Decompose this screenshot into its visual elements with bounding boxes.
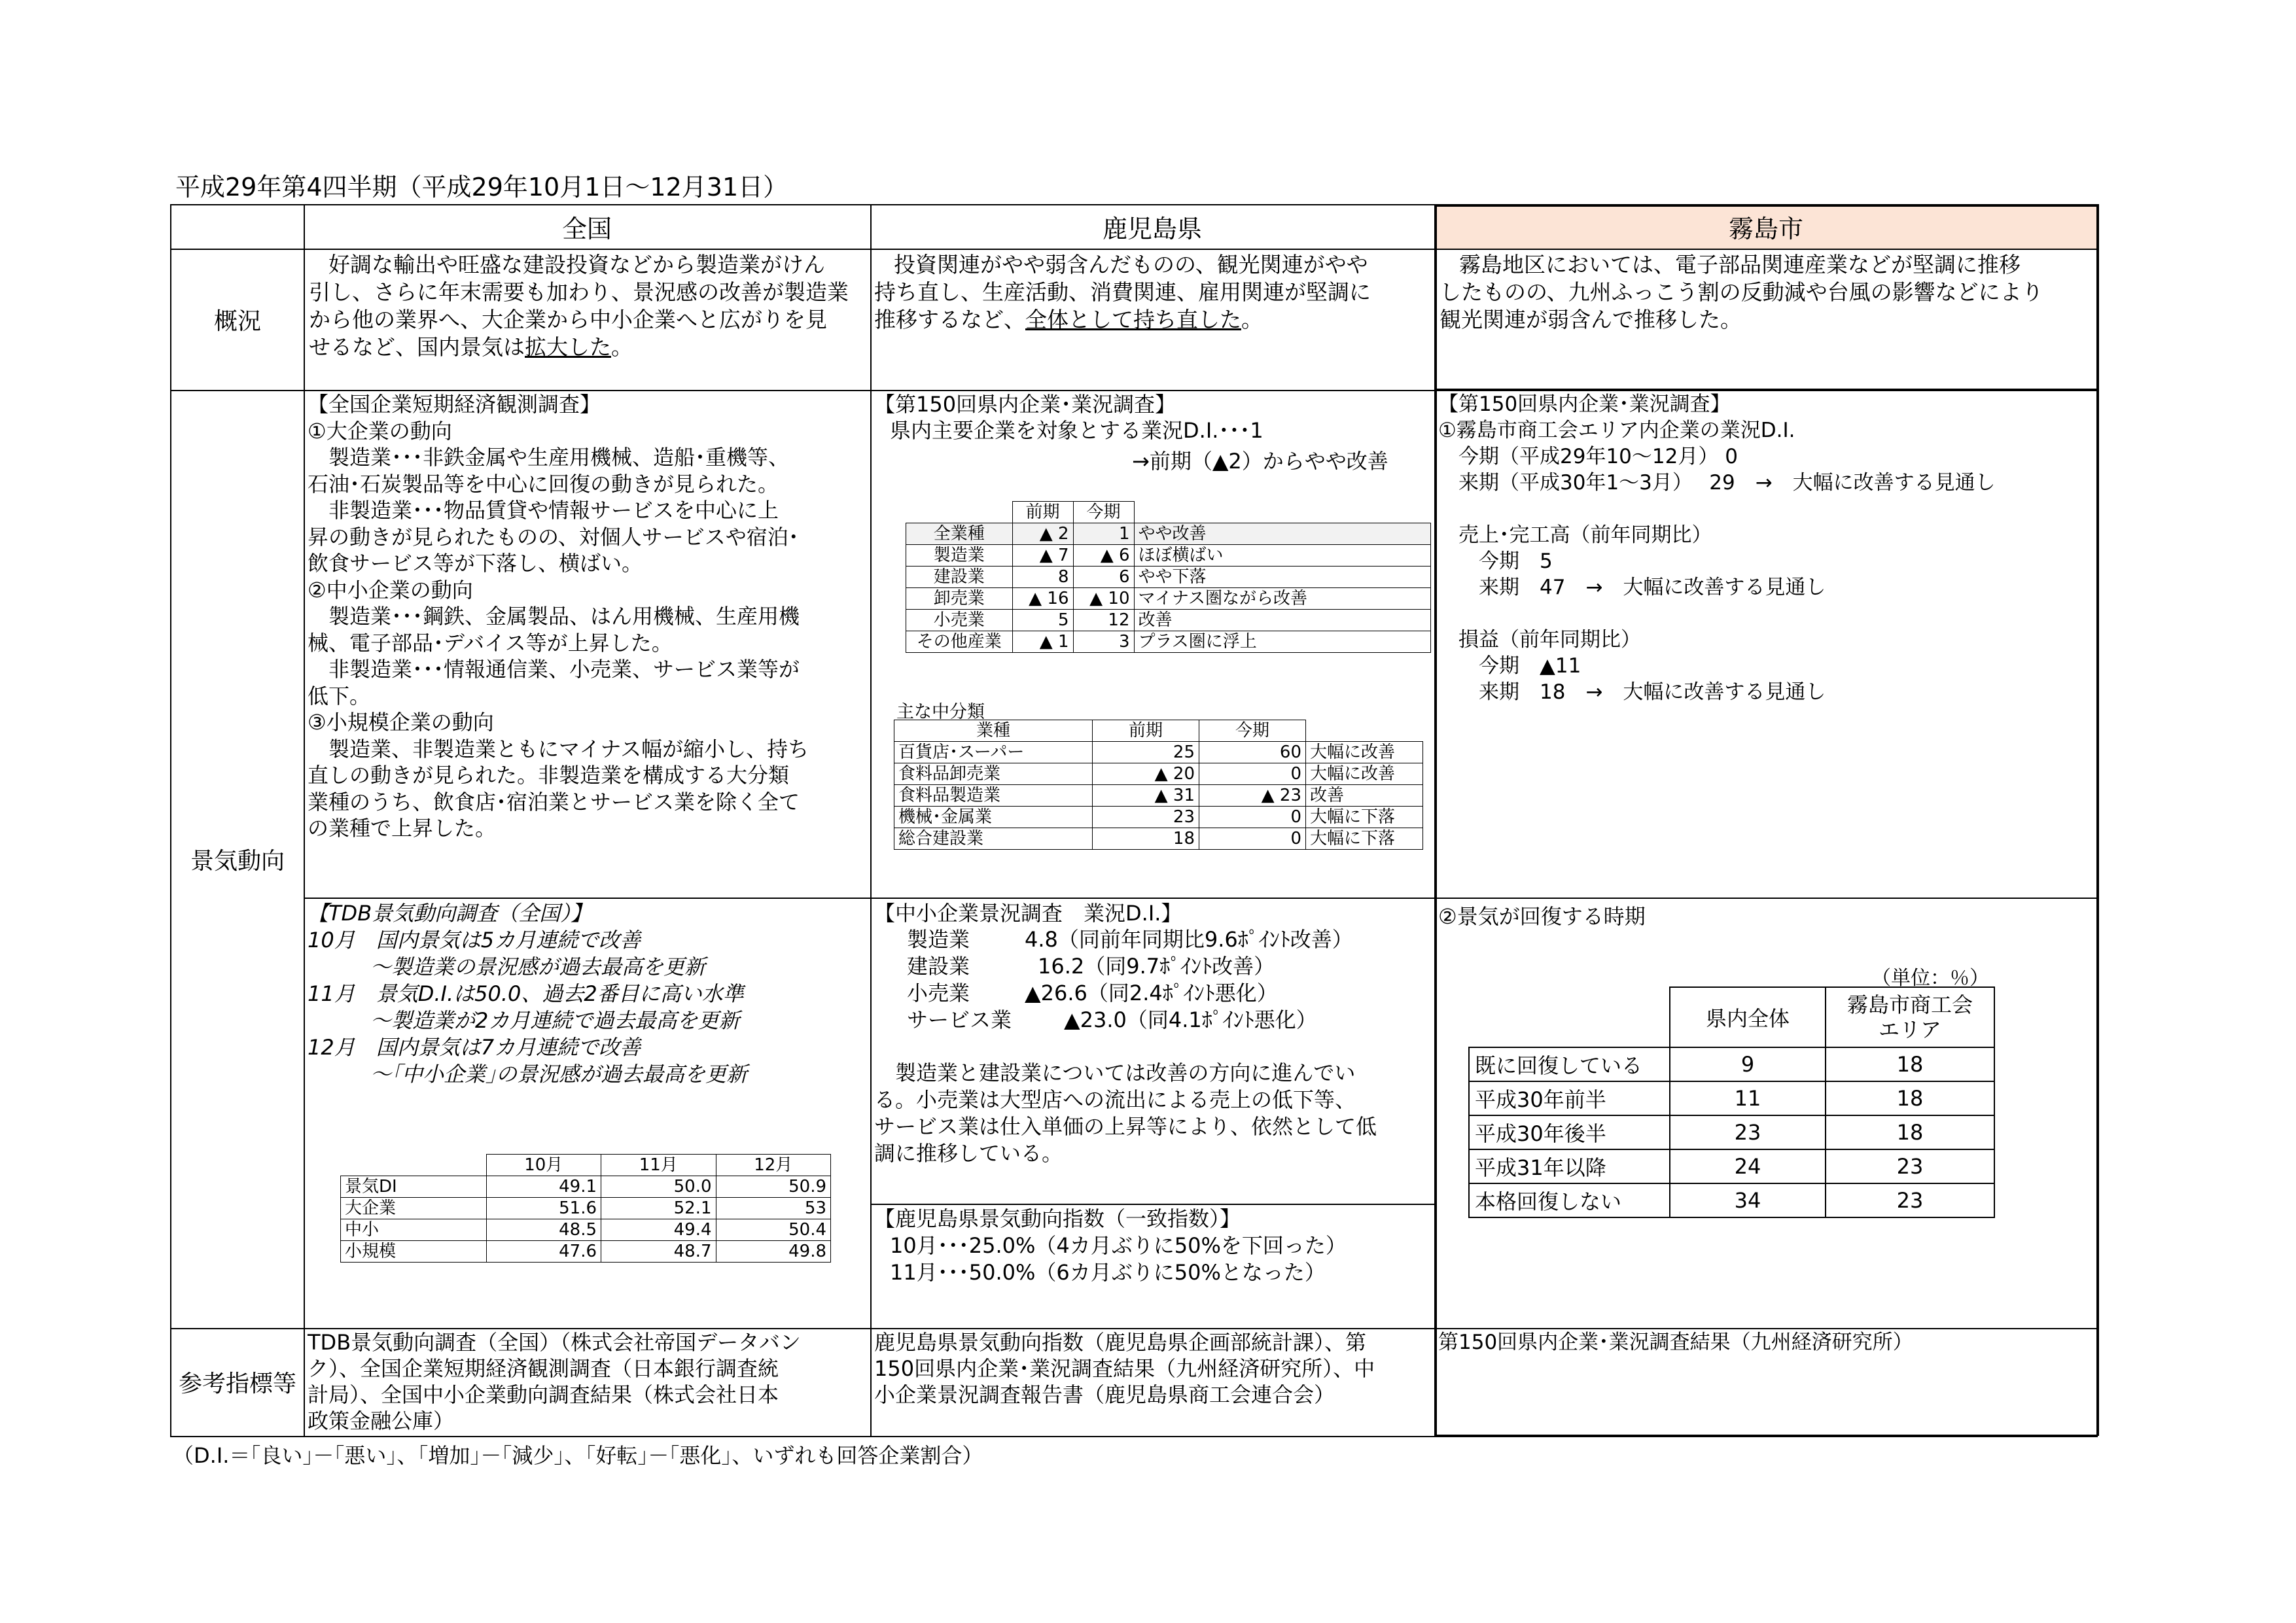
kirishima-recovery-unit: （単位：％） — [1871, 967, 1989, 990]
table-row: 景気DI 49.1 50.0 50.9 — [341, 1176, 831, 1198]
header-kirishima: 霧島市 — [1728, 214, 1803, 243]
table-row: 本格回復しない 34 23 — [1469, 1183, 1994, 1217]
table-row: 製造業 ▲ 7 ▲ 6 ほぼ横ばい — [906, 545, 1431, 567]
grid-line — [304, 898, 2098, 899]
grid-line — [870, 204, 872, 1436]
table-row: 中小 48.5 49.4 50.4 — [341, 1219, 831, 1241]
row-label-trend: 景気動向 — [190, 847, 285, 875]
kagoshima-subcategory-title: 主な中分類 — [896, 702, 985, 722]
grid-line — [1434, 1435, 2098, 1437]
national-tankan: 【全国企業短期経済観測調査】 ①大企業の動向 製造業･･･非鉄金属や生産用機械、造船･重機等、 石油･石炭製品等を中心に回復の動きが見られた。 非製造業･･･物品賃貸や情報サービスを中心に上 昇の動きが見られたものの、対個人サービスや宿泊･ 飲食サービス等が下落し、横ばい。 ②中小企業の動向 製造業･･･鋼鉄、金属製品、はん用機械、生産用機 械、電子部品･デバイス等が上昇した。 非製造業･･･情報通信業、小売業、サービス業等が 低下。 ③小規模企業の動向 製造業、非製造業ともにマイナス幅が縮小し、持ち 直しの動きが見られた。非製造業を構成する大分類 業種のうち、飲食店･宿泊業とサービス業を除く全て の業種で上昇した。 — [308, 392, 809, 841]
table-row: その他産業 ▲ 1 3 プラス圏に浮上 — [906, 631, 1431, 653]
kagoshima-smb: 【中小企業景況調査 業況D.I.】 — [874, 901, 1182, 926]
kirishima-survey: 【第150回県内企業･業況調査】 ①霧島市商工会エリア内企業の業況D.I. 今期（平成29年10～12月） 0 来期（平成30年1～3月） 29 → 大幅に改善する見通し 売上･完工高（前年同期比） 今期 5 来期 47 → 大幅に改善する見通し 損益（前年同期比） 今期 ▲11 来期 18 → 大幅に改善する見通し — [1438, 393, 1996, 704]
document-title: 平成29年第4四半期（平成29年10月1日～12月31日） — [175, 173, 788, 201]
table-row: 食料品製造業 ▲ 31 ▲ 23 改善 — [894, 785, 1423, 807]
table-row: 食料品卸売業 ▲ 20 0 大幅に改善 — [894, 763, 1423, 785]
kagoshima-survey-line2: →前期（▲2）からやや改善 — [1132, 449, 1388, 474]
table-row: 機械･金属業 23 0 大幅に下落 — [894, 807, 1423, 828]
table-row: 建設業 8 6 やや下落 — [906, 567, 1431, 588]
table-row: 平成30年後半 23 18 — [1469, 1115, 1994, 1149]
overview-kagoshima: 投資関連がやや弱含んだものの、観光関連がやや 持ち直し、生産活動、消費関連、雇用関連が堅調に 推移するなど、全体として持ち直した。 — [874, 252, 1371, 332]
reference-national: TDB景気動向調査（全国）（株式会社帝国データバン ク）、全国企業短期経済観測調査（日本銀行調査統 計局）、全国中小企業動向調査結果（株式会社日本 政策金融公庫） — [308, 1330, 801, 1433]
kagoshima-index: 【鹿児島県景気動向指数（一致指数）】 10月･･･25.0%（4カ月ぶりに50%を下回った） 11月･･･50.0%（6カ月ぶりに50%となった） — [874, 1206, 1347, 1285]
header-kagoshima: 鹿児島県 — [1102, 214, 1202, 243]
table-row: 平成31年以降 24 23 — [1469, 1149, 1994, 1183]
grid-line — [170, 249, 2098, 250]
table-row: 既に回復している 9 18 — [1469, 1047, 1994, 1081]
national-tdb: 【TDB景気動向調査（全国）】 10月 国内景気は5カ月連続で改善 ～製造業の景況感が過去最高を更新 11月 景気D.I.は50.0、過去2番目に高い水準 ～製造業が2カ月連続で過去最高を更新 12月 国内景気は7カ月連続で改善 ～｢中小企業｣の景況感が過去最高を更新 — [308, 901, 748, 1087]
table-row: 平成30年前半 11 18 — [1469, 1081, 1994, 1115]
kagoshima-survey-text: 【第150回県内企業･業況調査】 県内主要企業を対象とする業況D.I.･･･1 — [874, 392, 1263, 443]
tdb-table: 10月 11月 12月 景気DI 49.1 50.0 50.9 大企業 51.6 52.1 53 中小 48.5 49.4 50.4 小規模 47.6 48.7 49.8 — [340, 1154, 831, 1263]
reference-kagoshima: 鹿児島県景気動向指数（鹿児島県企画部統計課）、第 150回県内企業･業況調査結果（九州経済研究所）、中 小企業景況調査報告書（鹿児島県商工会連合会） — [874, 1330, 1375, 1407]
table-row: 百貨店･スーパー 25 60 大幅に改善 — [894, 742, 1423, 763]
kirishima-recovery-title: ②景気が回復する時期 — [1438, 904, 1646, 929]
reference-kirishima: 第150回県内企業･業況調査結果（九州経済研究所） — [1438, 1331, 1913, 1354]
kirishima-recovery-table: 県内全体 霧島市商工会 エリア 既に回復している 9 18 平成30年前半 11 18 平成30年後半 23 18 平成31年以降 24 23 本格回復しない 34 23 — [1468, 986, 1995, 1218]
table-row: 全業種 ▲ 2 1 やや改善 — [906, 523, 1431, 545]
footnote: （D.I.＝｢良い｣－｢悪い｣、｢増加｣－｢減少｣、｢好転｣－｢悪化｣、いずれも回答企業割合） — [173, 1443, 983, 1468]
table-row: 大企業 51.6 52.1 53 — [341, 1198, 831, 1219]
grid-line — [304, 204, 305, 1436]
kagoshima-smb-paragraph: 製造業と建設業については改善の方向に進んでい る。小売業は大型店への流出による売上の低下等、 サービス業は仕入単価の上昇等により、依然として低 調に推移している。 — [874, 1060, 1377, 1166]
header-national: 全国 — [561, 214, 612, 243]
table-row: 卸売業 ▲ 16 ▲ 10 マイナス圏ながら改善 — [906, 588, 1431, 610]
overview-kirishima: 霧島地区においては、電子部品関連産業などが堅調に推移 したものの、九州ふっこう割の反動減や台風の影響などにより 観光関連が弱含んで推移した。 — [1439, 252, 2043, 332]
grid-line — [870, 1204, 1434, 1205]
row-label-overview: 概況 — [213, 307, 261, 335]
table-row: 総合建設業 18 0 大幅に下落 — [894, 828, 1423, 850]
row-label-reference: 参考指標等 — [178, 1370, 296, 1397]
kagoshima-table-industry: 前期 今期 全業種 ▲ 2 1 やや改善 製造業 ▲ 7 ▲ 6 ほぼ横ばい 建設業 8 6 やや下落 卸売業 ▲ 16 ▲ 10 マイナス圏ながら改善 小売業 5 12 改善 その他産業 ▲ 1 3 プラス圏に浮上 — [906, 501, 1431, 653]
kagoshima-table-subcategory: 業種 前期 今期 百貨店･スーパー 25 60 大幅に改善 食料品卸売業 ▲ 20 0 大幅に改善 食料品製造業 ▲ 31 ▲ 23 改善 機械･金属業 23 0 大幅に下落 総合建設業 18 0 大幅に下落 — [894, 720, 1423, 850]
kagoshima-smb-items: 製造業 4.8（同前年同期比9.6ﾎﾟｲﾝﾄ改善） 建設業 16.2（同9.7ﾎﾟｲﾝﾄ改善） 小売業 ▲26.6（同2.4ﾎﾟｲﾝﾄ悪化） サービス業 ▲23.0（同4.1ﾎﾟｲﾝﾄ悪化） — [907, 927, 1353, 1032]
table-row: 小規模 47.6 48.7 49.8 — [341, 1241, 831, 1263]
overview-national: 好調な輸出や旺盛な建設投資などから製造業がけん 引し、さらに年末需要も加わり、景況感の改善が製造業 から他の業界へ、大企業から中小企業へと広がりを見 せるなど、国内景気は拡大した。 — [309, 252, 849, 360]
table-row: 小売業 5 12 改善 — [906, 610, 1431, 631]
